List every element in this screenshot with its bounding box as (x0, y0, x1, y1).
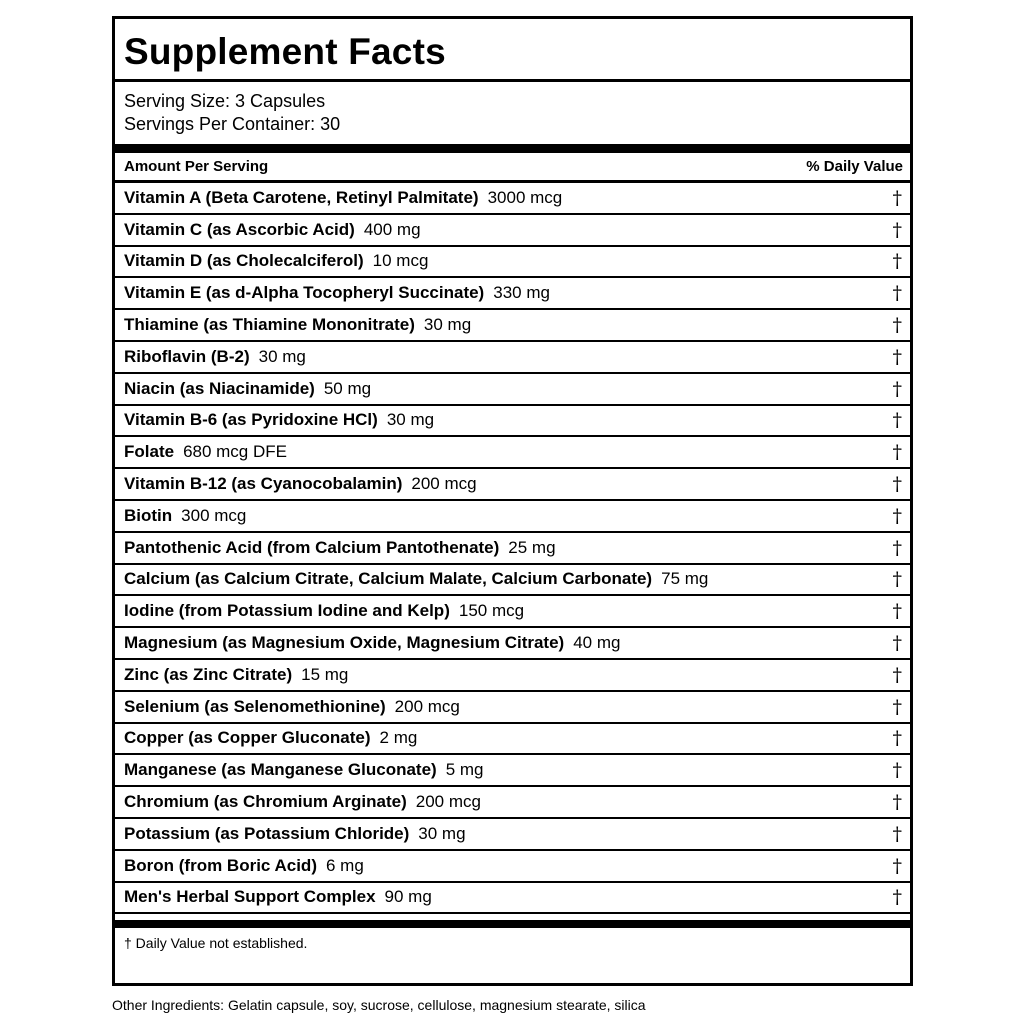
nutrient-info (124, 315, 471, 335)
nutrient-name: Vitamin D (as Cholecalciferol) (124, 251, 364, 271)
nutrient-name: Boron (from Boric Acid) (124, 855, 317, 875)
nutrient-amount: 6 mg (325, 855, 364, 875)
nutrient-info (124, 442, 287, 462)
nutrient-amount: 50 mg (323, 378, 372, 398)
nutrient-row (115, 819, 910, 851)
daily-value-dagger: † (892, 663, 902, 686)
daily-value-dagger: † (892, 409, 902, 432)
nutrient-row (115, 437, 910, 469)
daily-value-dagger: † (892, 504, 902, 527)
daily-value-dagger: † (892, 632, 902, 655)
nutrient-row (115, 342, 910, 374)
column-header-row (115, 153, 910, 183)
nutrient-info (124, 601, 524, 621)
nutrient-name: Riboflavin (B-2) (124, 346, 250, 366)
nutrient-amount: 680 mcg DFE (183, 442, 287, 462)
nutrient-info (124, 728, 417, 748)
daily-value-dagger: † (892, 441, 902, 464)
nutrient-row (115, 406, 910, 438)
nutrient-row (115, 183, 910, 215)
nutrient-name: Men's Herbal Support Complex (124, 887, 376, 907)
daily-value-dagger: † (892, 314, 902, 337)
nutrient-row (115, 310, 910, 342)
footnote: † Daily Value not established. (124, 935, 308, 952)
nutrient-info (124, 887, 432, 907)
nutrient-amount: 25 mg (508, 537, 556, 557)
nutrient-amount: 200 mcg (394, 696, 460, 716)
daily-value-dagger: † (892, 727, 902, 750)
daily-value-dagger: † (892, 282, 902, 305)
nutrient-info (124, 538, 556, 558)
daily-value-dagger: † (892, 886, 902, 909)
nutrient-amount: 40 mg (573, 633, 621, 653)
nutrient-row (115, 374, 910, 406)
daily-value-dagger: † (892, 759, 902, 782)
amount-per-serving-header: Amount Per Serving (124, 158, 269, 175)
daily-value-dagger: † (892, 854, 902, 877)
nutrient-name: Vitamin B-12 (as Cyanocobalamin) (124, 474, 403, 494)
bottom-thick-divider (115, 920, 910, 928)
nutrient-row (115, 469, 910, 501)
nutrient-info (124, 379, 371, 399)
nutrient-amount: 300 mcg (181, 505, 247, 525)
nutrient-info (124, 697, 460, 717)
nutrient-name: Copper (as Copper Gluconate) (124, 728, 371, 748)
nutrient-row (115, 692, 910, 724)
nutrient-name: Niacin (as Niacinamide) (124, 378, 315, 398)
nutrient-amount: 15 mg (301, 664, 349, 684)
nutrient-info (124, 792, 481, 812)
nutrient-name: Chromium (as Chromium Arginate) (124, 792, 407, 812)
nutrient-row (115, 883, 910, 915)
nutrient-row (115, 247, 910, 279)
nutrient-amount: 30 mg (386, 410, 435, 430)
daily-value-dagger: † (892, 377, 902, 400)
nutrient-info (124, 474, 477, 494)
nutrient-info (124, 506, 246, 526)
daily-value-dagger: † (892, 695, 902, 718)
nutrient-name: Magnesium (as Magnesium Oxide, Magnesium Citrate) (124, 633, 565, 653)
nutrient-row (115, 533, 910, 565)
nutrient-row (115, 851, 910, 883)
serving-info (115, 82, 910, 144)
nutrient-name: Vitamin C (as Ascorbic Acid) (124, 219, 355, 239)
nutrient-name: Iodine (from Potassium Iodine and Kelp) (124, 601, 450, 621)
nutrient-amount: 90 mg (384, 887, 432, 907)
nutrient-amount: 400 mg (363, 219, 421, 239)
nutrient-amount: 10 mcg (372, 251, 429, 271)
thick-divider (115, 144, 910, 153)
daily-value-dagger: † (892, 186, 902, 209)
nutrient-row (115, 660, 910, 692)
nutrient-name: Biotin (124, 505, 173, 525)
nutrient-name: Folate (124, 442, 175, 462)
nutrient-row (115, 596, 910, 628)
servings-per-container: Servings Per Container: 30 (124, 114, 341, 134)
daily-value-header: % Daily Value (806, 158, 903, 175)
panel-title-section (115, 19, 910, 82)
nutrient-info (124, 347, 306, 367)
nutrient-info (124, 760, 484, 780)
nutrient-row (115, 628, 910, 660)
nutrient-name: Selenium (as Selenomethionine) (124, 696, 386, 716)
nutrient-amount: 200 mcg (411, 474, 477, 494)
nutrient-info (124, 824, 466, 844)
nutrient-info (124, 665, 348, 685)
daily-value-dagger: † (892, 536, 902, 559)
nutrient-row (115, 501, 910, 533)
nutrient-name: Vitamin B-6 (as Pyridoxine HCl) (124, 410, 378, 430)
nutrient-name: Calcium (as Calcium Citrate, Calcium Malate, Calcium Carbonate) (124, 569, 653, 589)
panel-title: Supplement Facts (124, 31, 446, 72)
supplement-facts-panel (112, 16, 913, 986)
daily-value-dagger: † (892, 218, 902, 241)
nutrient-amount: 30 mg (258, 346, 306, 366)
nutrient-row (115, 215, 910, 247)
nutrient-amount: 200 mcg (415, 792, 481, 812)
nutrient-amount: 330 mg (493, 283, 550, 303)
daily-value-dagger: † (892, 568, 902, 591)
nutrient-name: Manganese (as Manganese Gluconate) (124, 760, 437, 780)
nutrient-list (115, 183, 910, 914)
nutrient-info (124, 569, 708, 589)
nutrient-name: Thiamine (as Thiamine Mononitrate) (124, 315, 415, 335)
nutrient-amount: 150 mcg (458, 601, 525, 621)
nutrient-amount: 2 mg (379, 728, 418, 748)
nutrient-info (124, 251, 428, 271)
nutrient-amount: 30 mg (423, 315, 472, 335)
daily-value-dagger: † (892, 250, 902, 273)
daily-value-dagger: † (892, 473, 902, 496)
nutrient-name: Pantothenic Acid (from Calcium Pantothenate) (124, 537, 500, 557)
nutrient-row (115, 565, 910, 597)
nutrient-name: Potassium (as Potassium Chloride) (124, 823, 410, 843)
other-ingredients: Other Ingredients: Gelatin capsule, soy, sucrose, cellulose, magnesium stearate, silica (112, 997, 646, 1013)
nutrient-amount: 75 mg (661, 569, 709, 589)
nutrient-info (124, 283, 550, 303)
nutrient-info (124, 220, 421, 240)
nutrient-name: Vitamin A (Beta Carotene, Retinyl Palmitate) (124, 187, 479, 207)
daily-value-dagger: † (892, 791, 902, 814)
serving-size: Serving Size: 3 Capsules (124, 91, 326, 111)
nutrient-name: Vitamin E (as d-Alpha Tocopheryl Succinate) (124, 283, 485, 303)
nutrient-amount: 30 mg (418, 823, 466, 843)
nutrient-info (124, 188, 562, 208)
nutrient-row (115, 278, 910, 310)
nutrient-info (124, 633, 620, 653)
daily-value-dagger: † (892, 345, 902, 368)
daily-value-dagger: † (892, 600, 902, 623)
nutrient-row (115, 787, 910, 819)
nutrient-row (115, 724, 910, 756)
daily-value-dagger: † (892, 822, 902, 845)
nutrient-row (115, 755, 910, 787)
nutrient-amount: 3000 mcg (487, 187, 563, 207)
nutrient-info (124, 856, 364, 876)
nutrient-info (124, 410, 434, 430)
nutrient-name: Zinc (as Zinc Citrate) (124, 664, 293, 684)
nutrient-amount: 5 mg (445, 760, 484, 780)
